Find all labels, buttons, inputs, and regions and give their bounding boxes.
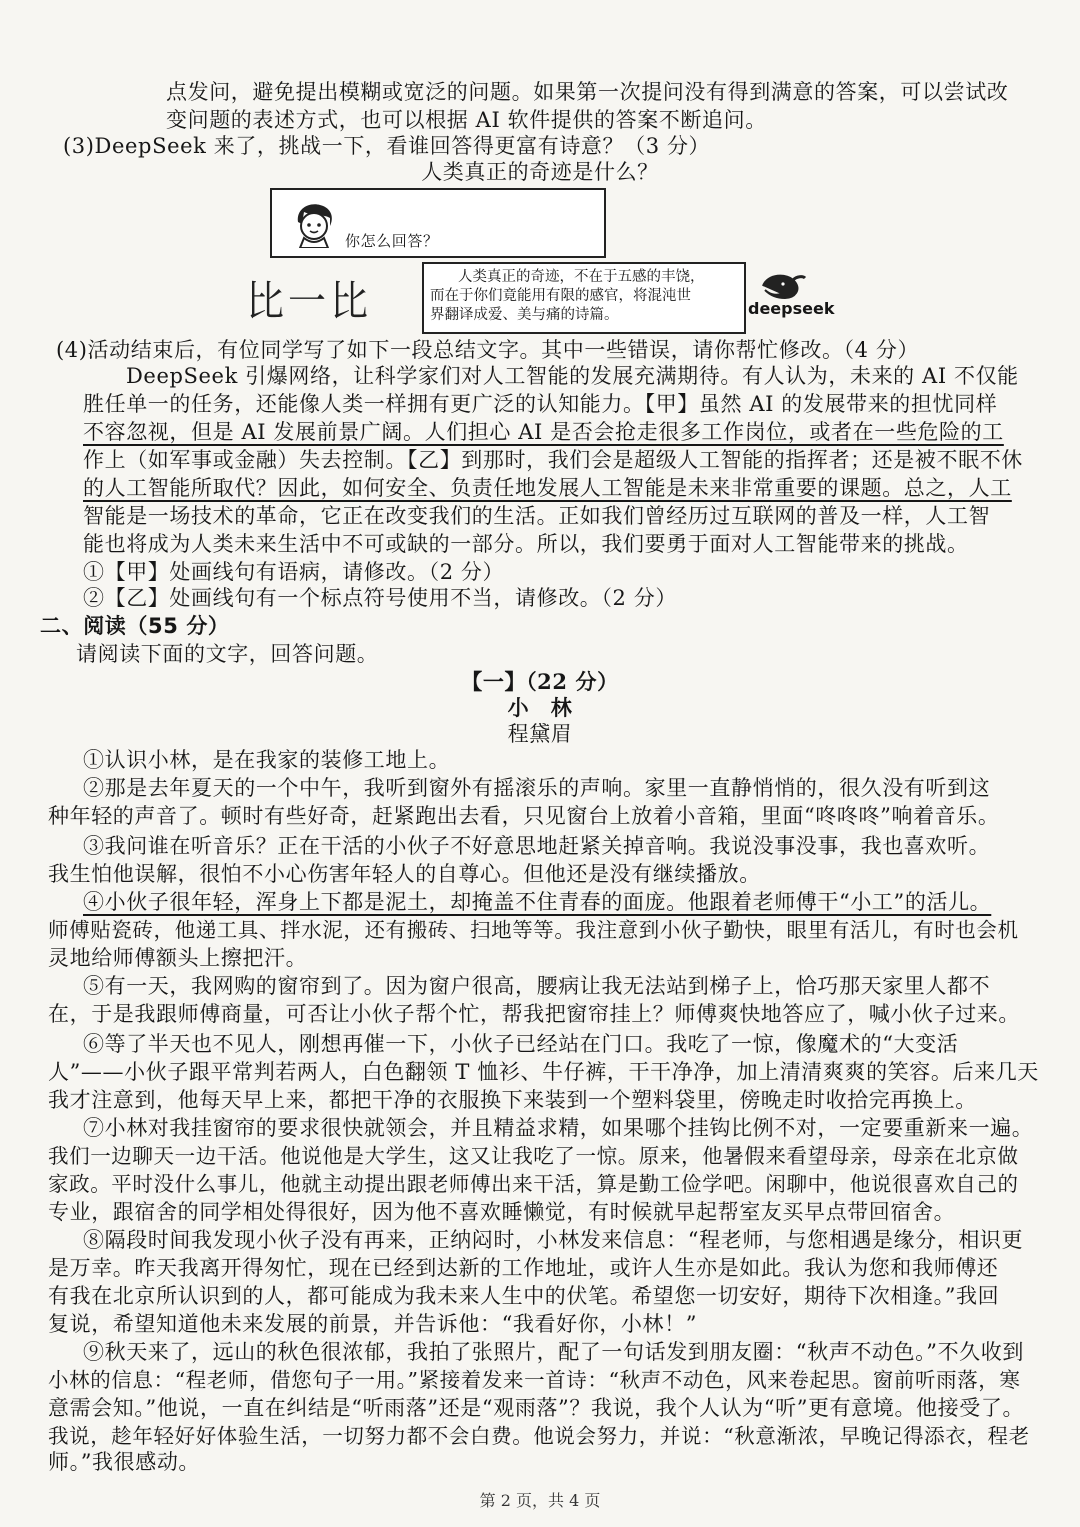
summary-line: 能也将成为人类未来生活中不可或缺的一部分。所以，我们要勇于面对人工智能带来的挑战。 (83, 532, 969, 556)
summary-line-underlined: 不容忽视，但是 AI 发展前景广阔。人们担心 AI 是否会抢走很多工作岗位，或者在一些危险的工 (83, 420, 1004, 444)
summary-line: 胜任单一的任务，还能像人类一样拥有更广泛的认知能力。【甲】虽然 AI 的发展带来的担忧同样 (83, 392, 998, 416)
answer-line: 而在于你们竟能用有限的感官，将混沌世 (430, 288, 691, 304)
answer-prompt: 你怎么回答？ (345, 232, 439, 250)
summary-line: DeepSeek 引爆网络，让科学家们对人工智能的发展充满期待。有人认为，未来的 AI 不仅能 (126, 364, 1019, 388)
passage-title: 小 林 (507, 696, 573, 720)
passage-author: 程黛眉 (507, 722, 573, 746)
passage-label: 【一】（22 分） (461, 669, 619, 694)
paragraph-line: 在，于是我跟师傅商量，可否让小伙子帮个忙，帮我把窗帘挂上？师傅爽快地答应了，喊小伙子过来。 (48, 1002, 1020, 1026)
paragraph-line: ⑦小林对我挂窗帘的要求很快就领会，并且精益求精，如果哪个挂钩比例不对，一定要重新来一遍。 (83, 1116, 1034, 1140)
question-3: (3)DeepSeek 来了，挑战一下，看谁回答得更富有诗意？（3 分） (63, 134, 711, 158)
paragraph-line: 我生怕他误解，很怕不小心伤害年轻人的自尊心。但他还是没有继续播放。 (48, 862, 761, 886)
deepseek-logo-text: deepseek (748, 299, 835, 318)
paragraph-line: 我才注意到，他每天早上来，都把干净的衣服换下来装到一个塑料袋里，傍晚走时收拾完再换上。 (48, 1088, 977, 1112)
paragraph-line: 是万幸。昨天我离开得匆忙，现在已经到达新的工作地址，或许人生亦是如此。我认为您和我师傅还 (48, 1256, 999, 1280)
paragraph-line: 复说，希望知道他未来发展的前景，并告诉他：“我看好你，小林！” (48, 1312, 698, 1336)
poetic-question: 人类真正的奇迹是什么？ (421, 160, 659, 184)
deepseek-answer-box (422, 262, 746, 334)
summary-line: 作上（如军事或金融）失去控制。【乙】到那时，我们会是超级人工智能的指挥者；还是被不眠不休 (83, 448, 1023, 472)
paragraph-line-underlined: ④小伙子很年轻，浑身上下都是泥土，却掩盖不住青春的面庞。他跟着老师傅干“小工”的活儿。 (83, 890, 992, 914)
compare-label: 比一比 (246, 277, 373, 326)
text-line: 变问题的表述方式，也可以根据 AI 软件提供的答案不断追问。 (166, 108, 767, 132)
page-footer: 第 2 页，共 4 页 (479, 1491, 601, 1510)
sub-question: ②【乙】处画线句有一个标点符号使用不当，请修改。（2 分） (83, 586, 677, 610)
paragraph-line: 小林的信息：“程老师，借您句子一用。”紧接着发来一首诗：“秋声不动色，风来卷起思。窗前听雨落，寒 (48, 1368, 1021, 1392)
paragraph-line: 师傅贴瓷砖，他递工具、拌水泥，还有搬砖、扫地等等。我注意到小伙子勤快，眼里有活儿，有时也会机 (48, 918, 1019, 942)
paragraph-line: ③我问谁在听音乐？正在干活的小伙子不好意思地赶紧关掉音响。我说没事没事，我也喜欢听。 (83, 834, 991, 858)
paragraph-line: 师。”我很感动。 (48, 1450, 201, 1474)
paragraph-line: ⑧隔段时间我发现小伙子没有再来，正纳闷时，小林发来信息：“程老师，与您相遇是缘分，相识更 (83, 1228, 1024, 1252)
paragraph-line: 专业，跟宿舍的同学相处得很好，因为他不喜欢睡懒觉，有时候就早起帮室友买早点带回宿舍。 (48, 1200, 956, 1224)
summary-line-underlined: 的人工智能所取代？因此，如何安全、负责任地发展人工智能是未来非常重要的课题。总之，人工 (83, 476, 1012, 500)
answer-line: 界翻译成爱、美与痛的诗篇。 (430, 307, 619, 323)
paragraph-line: ①认识小林，是在我家的装修工地上。 (83, 748, 451, 772)
section-instruction: 请阅读下面的文字，回答问题。 (76, 642, 379, 666)
student-avatar-icon (290, 200, 338, 248)
paragraph-line: 种年轻的声音了。顿时有些好奇，赶紧跑出去看，只见窗台上放着小音箱，里面“咚咚咚”响着音乐。 (48, 804, 1000, 828)
paragraph-line: 有我在北京所认识到的人，都可能成为我未来人生中的伏笔。希望您一切安好，期待下次相逢。”我回 (48, 1284, 1000, 1308)
text-line: 点发问，避免提出模糊或宽泛的问题。如果第一次提问没有得到满意的答案，可以尝试改 (166, 80, 1009, 104)
paragraph-line: 意需会知。”他说，一直在纠结是“听雨落”还是“观雨落”？我说，我个人认为“听”更有意境。他接受了。 (48, 1396, 1025, 1420)
paragraph-line: ②那是去年夏天的一个中午，我听到窗外有摇滚乐的声响。家里一直静悄悄的，很久没有听到这 (83, 776, 991, 800)
paragraph-line: 家政。平时没什么事儿，他就主动提出跟老师傅出来干活，算是勤工俭学吧。闲聊中，他说很喜欢自己的 (48, 1172, 1019, 1196)
answer-line: 人类真正的奇迹，不在于五感的丰饶， (458, 269, 705, 285)
sub-question: ①【甲】处画线句有语病，请修改。（2 分） (83, 560, 505, 584)
paragraph-line: ⑥等了半天也不见人，刚想再催一下，小伙子已经站在门口。我吃了一惊，像魔术的“大变活 (83, 1032, 959, 1056)
paragraph-line: 灵地给师傅额头上擦把汗。 (48, 946, 308, 970)
paragraph-line: 人”——小伙子跟平常判若两人，白色翻领 T 恤衫、牛仔裤，干干净净，加上清清爽爽的笑容。后来几天 (48, 1060, 1039, 1084)
paragraph-line: 我说，趁年轻好好体验生活，一切努力都不会白费。他说会努力，并说：“秋意渐浓，早晚记得添衣，程老 (48, 1424, 1030, 1448)
section-heading: 二、阅读（55 分） (40, 614, 230, 638)
summary-line: 智能是一场技术的革命，它正在改变我们的生活。正如我们曾经历过互联网的普及一样，人工智 (83, 504, 991, 528)
paragraph-line: ⑨秋天来了，远山的秋色很浓郁，我拍了张照片，配了一句话发到朋友圈：“秋声不动色。”不久收到 (83, 1340, 1024, 1364)
paragraph-line: 我们一边聊天一边干活。他说他是大学生，这又让我吃了一惊。原来，他暑假来看望母亲，母亲在北京做 (48, 1144, 1019, 1168)
paragraph-line: ⑤有一天，我网购的窗帘到了。因为窗户很高，腰病让我无法站到梯子上，恰巧那天家里人都不 (83, 974, 991, 998)
question-4: (4)活动结束后，有位同学写了如下一段总结文字。其中一些错误，请你帮忙修改。（4 分） (56, 338, 920, 362)
